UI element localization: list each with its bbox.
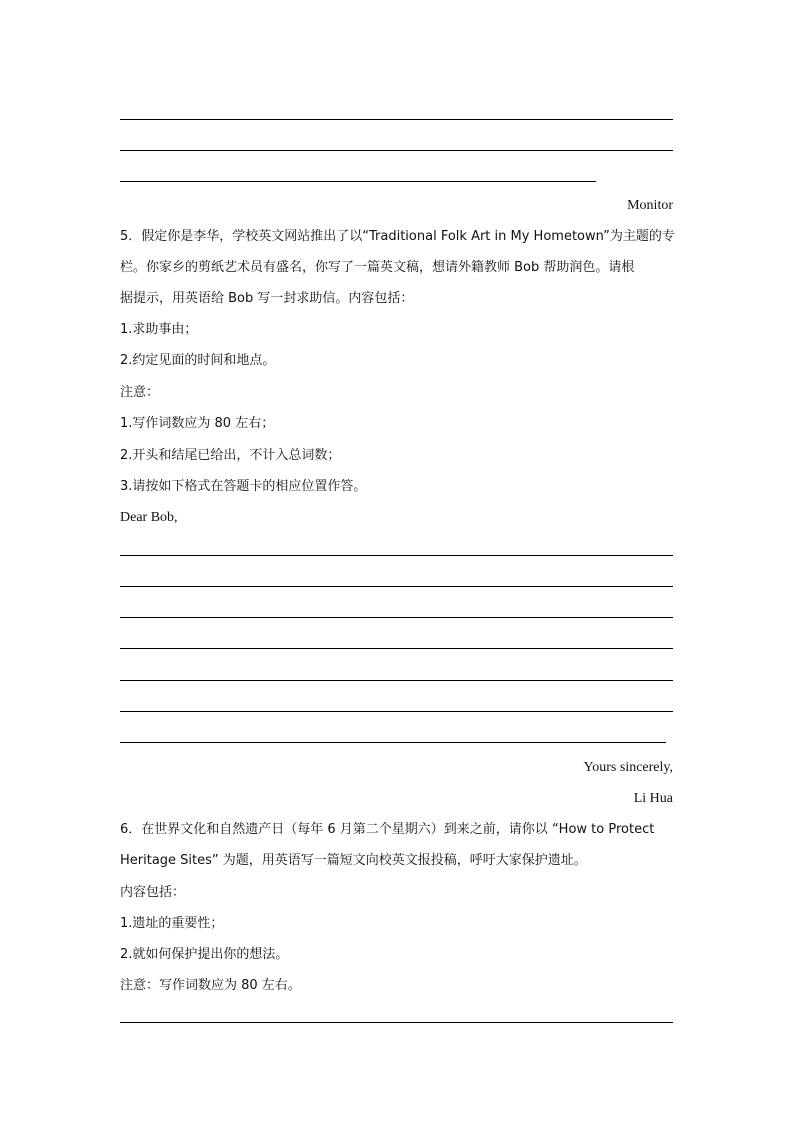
q5-prompt-line-3: 据提示，用英语给 Bob 写一封求助信。内容包括： xyxy=(120,291,414,306)
answer-line[interactable] xyxy=(120,648,673,649)
q5-prompt-line-2: 栏。你家乡的剪纸艺术员有盛名，你写了一篇英文稿，想请外籍教师 Bob 帮助润色。请根 xyxy=(120,260,635,275)
answer-line[interactable] xyxy=(120,617,673,618)
signature-monitor: Monitor xyxy=(627,198,673,213)
q6-prompt-line-1: 6．在世界文化和自然遗产日（每年 6 月第二个星期六）到来之前，请你以 “How to Protect xyxy=(120,822,655,837)
q5-point-1: 1.求助事由； xyxy=(120,322,198,337)
answer-line[interactable] xyxy=(120,711,673,712)
answer-line[interactable] xyxy=(120,1022,673,1023)
q5-greeting: Dear Bob, xyxy=(120,510,178,525)
answer-line[interactable] xyxy=(120,119,673,120)
q5-note-2: 2.开头和结尾已给出，不计入总词数； xyxy=(120,448,341,463)
q5-signature: Li Hua xyxy=(633,791,673,806)
q5-closing: Yours sincerely, xyxy=(583,760,673,775)
q5-note-title: 注意： xyxy=(120,385,160,400)
answer-line[interactable] xyxy=(120,742,666,743)
q6-content-title: 内容包括： xyxy=(120,885,186,900)
q6-point-1: 1.遗址的重要性； xyxy=(120,916,224,931)
q6-prompt-line-2: Heritage Sites” 为题，用英语写一篇短文向校英文报投稿，呼吁大家保护遗址。 xyxy=(120,853,587,868)
q5-point-2: 2.约定见面的时间和地点。 xyxy=(120,353,276,368)
answer-line[interactable] xyxy=(120,680,673,681)
answer-line[interactable] xyxy=(120,181,596,182)
q5-note-3: 3.请按如下格式在答题卡的相应位置作答。 xyxy=(120,479,367,494)
answer-line[interactable] xyxy=(120,555,673,556)
q6-point-2: 2.就如何保护提出你的想法。 xyxy=(120,947,289,962)
q5-note-1: 1.写作词数应为 80 左右； xyxy=(120,416,275,431)
answer-line[interactable] xyxy=(120,586,673,587)
answer-line[interactable] xyxy=(120,150,673,151)
q6-note: 注意：写作词数应为 80 左右。 xyxy=(120,978,301,993)
q5-prompt-line-1: 5．假定你是李华，学校英文网站推出了以“Traditional Folk Art in My Hometown”为主题的专 xyxy=(120,229,675,244)
